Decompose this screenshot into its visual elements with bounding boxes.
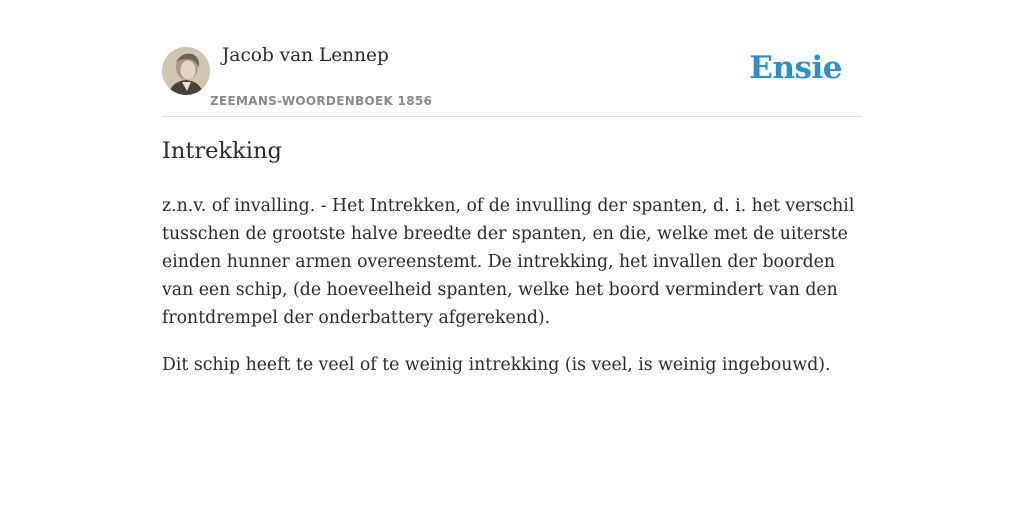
entry-definition [162, 192, 862, 398]
ensie-logo[interactable]: Ensie [749, 50, 842, 86]
source-name[interactable]: ZEEMANS-WOORDENBOEK 1856 [210, 94, 433, 108]
entry-page [162, 0, 862, 375]
author-name[interactable]: Jacob van Lennep [222, 45, 389, 66]
author-portrait-icon [162, 47, 210, 95]
author-avatar[interactable] [162, 47, 210, 95]
entry-header [162, 0, 862, 117]
entry-headword: Intrekking [162, 138, 282, 164]
definition-paragraph: Dit schip heeft te veel of te weinig intrekking (is veel, is weinig ingebouwd). [162, 355, 831, 375]
definition-paragraph: z.n.v. of invalling. - Het Intrekken, of de invulling der spanten, d. i. het verschil tusschen de grootste halve breedte der spanten, en die, welke met de uiterste einden hunner armen overeenstemt. De intrekking, het invallen der boorden van een schip, (de hoeveelheid spanten, welke het boord vermindert van den frontdrempel der onderbattery afgerekend). [162, 196, 855, 328]
